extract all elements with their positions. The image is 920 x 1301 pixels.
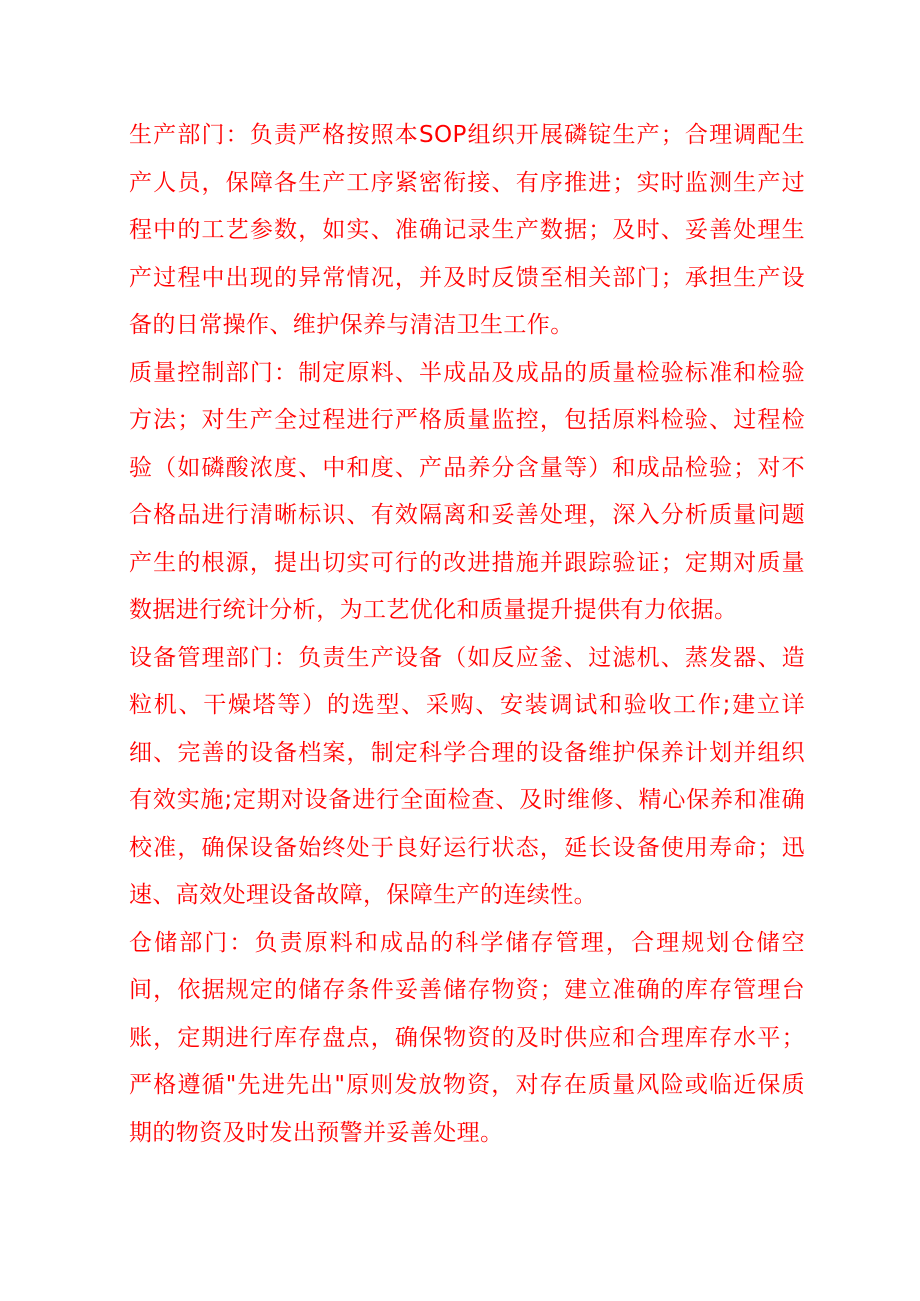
paragraph-warehouse-department: 仓储部门：负责原料和成品的科学储存管理，合理规划仓储空间，依据规定的储存条件妥善储存物资；建立准确的库存管理台账，定期进行库存盘点，确保物资的及时供应和合理库存水平；严格遵循"先进先出"原则发放物资，对存在质量风险或临近保质期的物资及时发出预警并妥善处理。 (129, 929, 805, 1146)
document-body (129, 112, 805, 1157)
paragraph-production-department: 生产部门：负责严格按照本SOP组织开展磷锭生产；合理调配生产人员，保障各生产工序紧密衔接、有序推进；实时监测生产过程中的工艺参数，如实、准确记录生产数据；及时、妥善处理生产过程中出现的异常情况，并及时反馈至相关部门；承担生产设备的日常操作、维护保养与清洁卫生工作。 (129, 122, 805, 338)
paragraph-quality-control-department: 质量控制部门：制定原料、半成品及成品的质量检验标准和检验方法；对生产全过程进行严格质量监控，包括原料检验、过程检验（如磷酸浓度、中和度、产品养分含量等）和成品检验；对不合格品进行清晰标识、有效隔离和妥善处理，深入分析质量问题产生的根源，提出切实可行的改进措施并跟踪验证；定期对质量数据进行统计分析，为工艺优化和质量提升提供有力依据。 (129, 359, 805, 623)
paragraph-equipment-management-department: 设备管理部门：负责生产设备（如反应釜、过滤机、蒸发器、造粒机、干燥塔等）的选型、采购、安装调试和验收工作;建立详细、完善的设备档案，制定科学合理的设备维护保养计划并组织有效实施;定期对设备进行全面检查、及时维修、精心保养和准确校准，确保设备始终处于良好运行状态，延长设备使用寿命；迅速、高效处理设备故障，保障生产的连续性。 (129, 644, 805, 908)
